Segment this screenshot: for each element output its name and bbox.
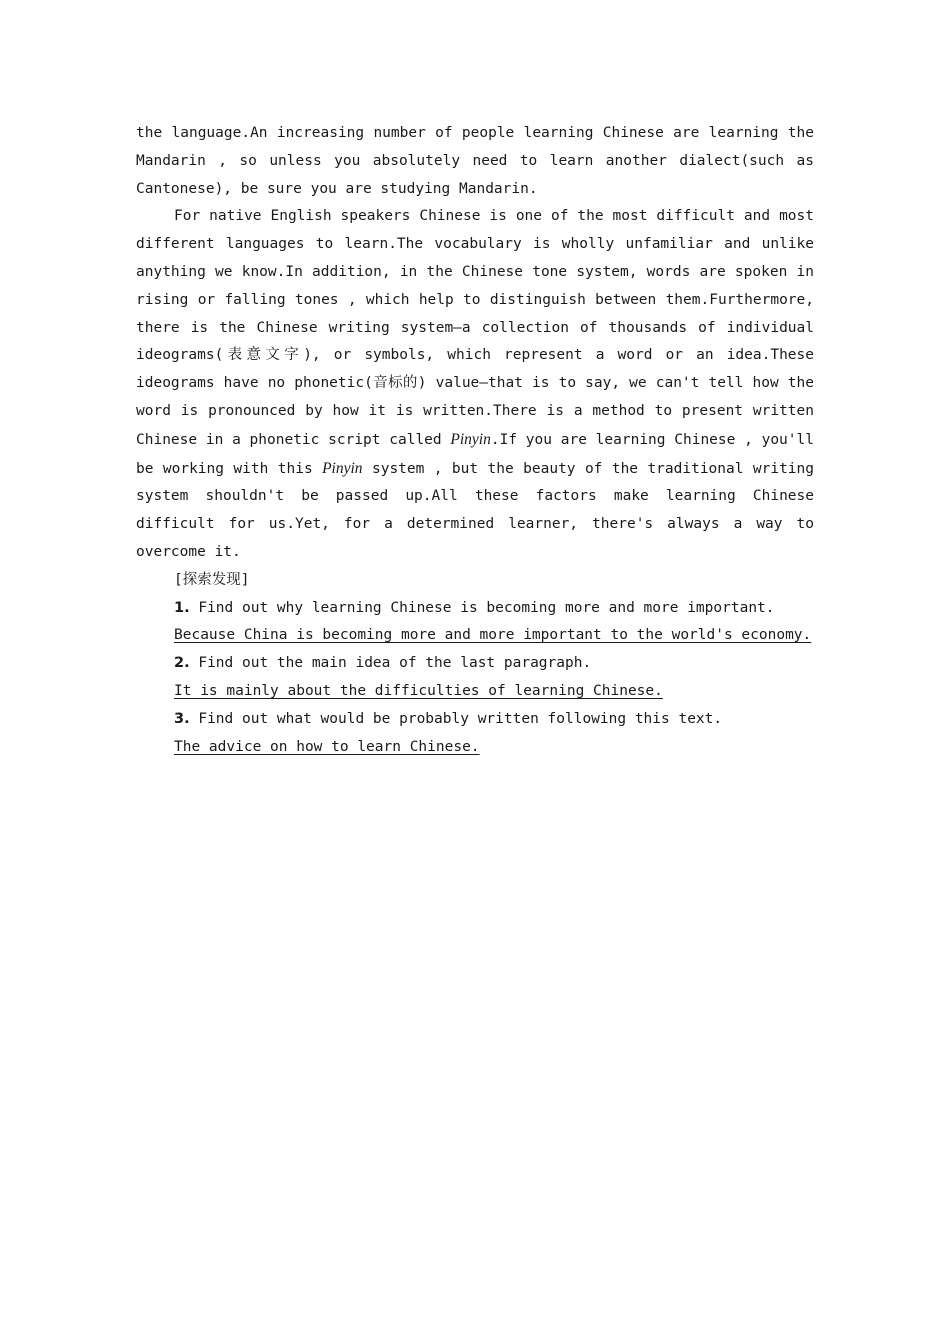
answer-3 [136, 734, 814, 762]
question-text: Find out what would be probably written following this text. [189, 710, 723, 727]
paragraph-1: the language.An increasing number of people learning Chinese are learning the Mandarin , so unless you absolutely need to learn another dialect(such as Cantonese), be sure you are studying Mandarin. [136, 125, 814, 197]
answer-2 [136, 678, 814, 706]
pinyin-term-2: Pinyin [322, 459, 363, 477]
answer-1 [136, 622, 814, 650]
answer-text: It is mainly about the difficulties of learning Chinese. [174, 682, 663, 699]
question-number: 3. [174, 710, 190, 727]
question-text: Find out why learning Chinese is becoming more and more important. [189, 599, 775, 616]
paragraph-2-part-c: system , but the beauty of the traditional writing system shouldn't be passed up.All these factors make learning Chinese difficult for us.Yet, for a determined learner, there's always a way to overcome it. [136, 460, 814, 560]
question-1 [136, 595, 814, 623]
paragraph-2-part-b: .If you are learning Chinese , you'll be working with this [136, 431, 814, 477]
question-2 [136, 650, 814, 678]
answer-text: The advice on how to learn Chinese. [174, 738, 480, 755]
paragraph-2-part-a: For native English speakers Chinese is one of the most difficult and most different languages to learn.The vocabulary is wholly unfamiliar and unlike anything we know.In addition, in the Chinese tone system, words are spoken in rising or falling tones , which help to distinguish between them.Furthermore, there is the Chinese writing system—a collection of thousands of individual ideograms(表意文字), or symbols, which represent a word or an idea.These ideograms have no phonetic(音标的) value—that is to say, we can't tell how the word is pronounced by how it is written.There is a method to present written Chinese in a phonetic script called [136, 208, 814, 448]
document-page [136, 120, 814, 761]
pinyin-term-1: Pinyin [450, 430, 491, 448]
answer-text: Because China is becoming more and more important to the world's economy. [174, 627, 812, 644]
paragraph-2 [136, 203, 814, 566]
question-number: 2. [174, 655, 190, 672]
question-number: 1. [174, 599, 190, 616]
explore-heading: [探索发现] [174, 571, 250, 588]
question-3 [136, 706, 814, 734]
question-text: Find out the main idea of the last paragraph. [189, 655, 592, 672]
